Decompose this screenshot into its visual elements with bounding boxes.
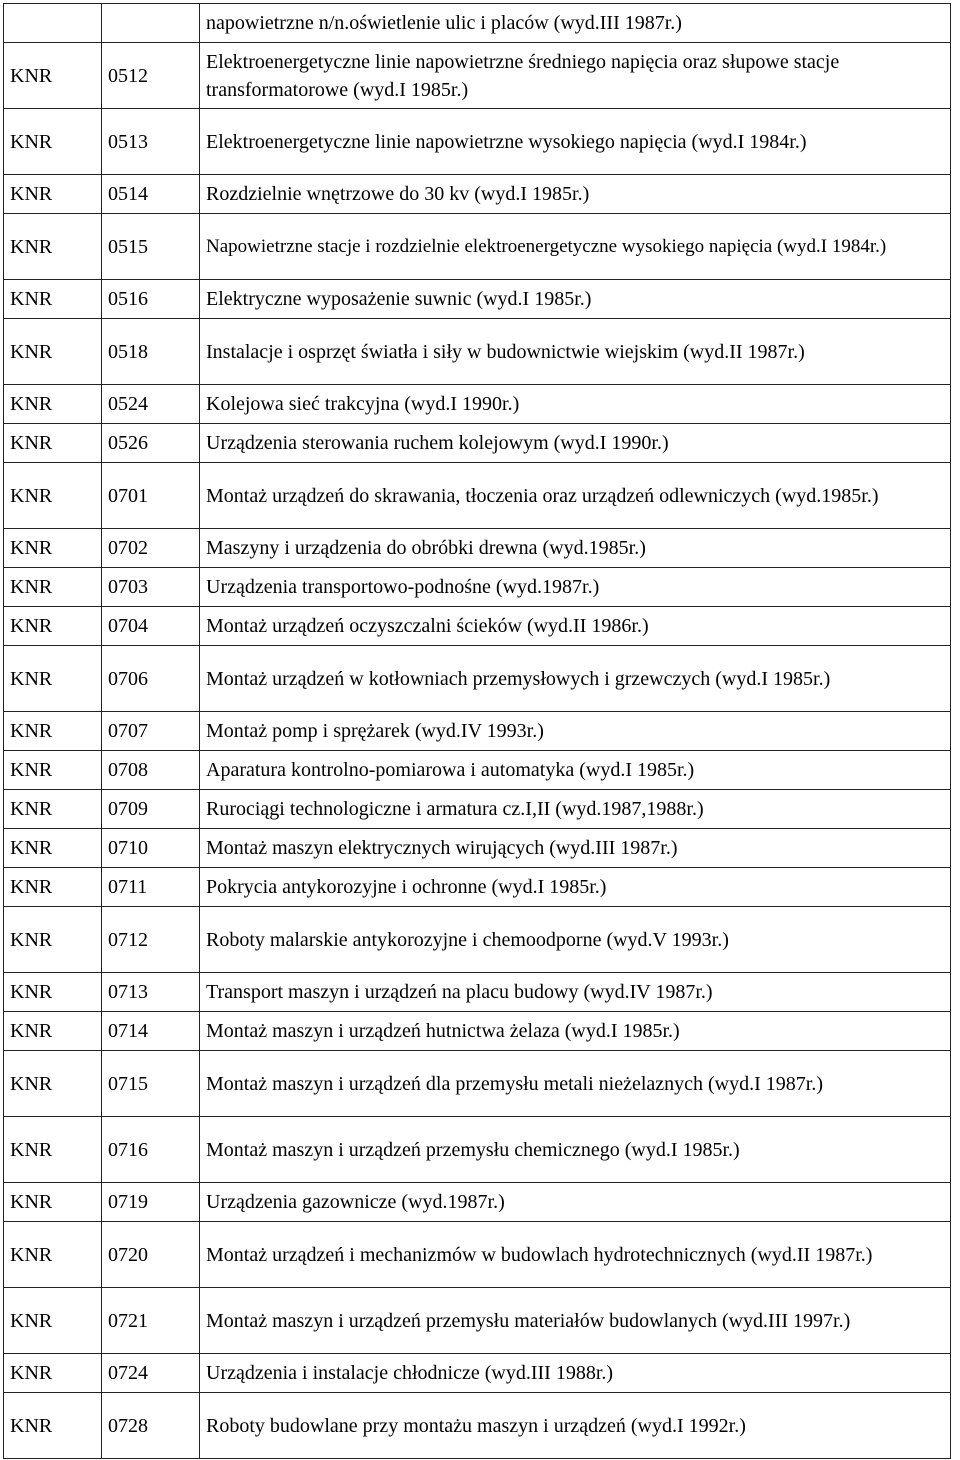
catalog-prefix-cell: KNR xyxy=(3,1182,101,1221)
catalog-prefix-cell: KNR xyxy=(3,972,101,1011)
catalog-prefix-cell: KNR xyxy=(3,1287,101,1353)
catalog-code-cell: 0712 xyxy=(101,906,199,972)
table-row xyxy=(3,384,951,423)
catalog-code-cell: 0515 xyxy=(101,213,199,279)
catalog-prefix-cell: KNR xyxy=(3,318,101,384)
knr-catalog-table xyxy=(3,3,951,1459)
catalog-title-cell: Montaż maszyn i urządzeń hutnictwa żelaza (wyd.I 1985r.) xyxy=(199,1011,951,1050)
catalog-title-cell: Montaż urządzeń do skrawania, tłoczenia oraz urządzeń odlewniczych (wyd.1985r.) xyxy=(199,462,951,528)
catalog-code-cell: 0706 xyxy=(101,645,199,711)
catalog-code-cell: 0711 xyxy=(101,867,199,906)
knr-catalog-sheet xyxy=(3,3,951,1459)
knr-table-body xyxy=(3,3,951,1459)
catalog-code-cell: 0516 xyxy=(101,279,199,318)
catalog-title-cell: Roboty budowlane przy montażu maszyn i urządzeń (wyd.I 1992r.) xyxy=(199,1392,951,1459)
table-row xyxy=(3,528,951,567)
table-row xyxy=(3,567,951,606)
table-row xyxy=(3,1221,951,1287)
table-row xyxy=(3,1116,951,1182)
catalog-code-cell: 0526 xyxy=(101,423,199,462)
catalog-code-cell: 0518 xyxy=(101,318,199,384)
catalog-code-cell: 0713 xyxy=(101,972,199,1011)
catalog-prefix-cell: KNR xyxy=(3,906,101,972)
table-row xyxy=(3,789,951,828)
catalog-title-cell: napowietrzne n/n.oświetlenie ulic i placów (wyd.III 1987r.) xyxy=(199,3,951,42)
catalog-prefix-cell: KNR xyxy=(3,867,101,906)
table-row xyxy=(3,213,951,279)
table-row xyxy=(3,42,951,108)
catalog-code-cell: 0512 xyxy=(101,42,199,108)
catalog-prefix-cell: KNR xyxy=(3,1221,101,1287)
catalog-code-cell: 0702 xyxy=(101,528,199,567)
catalog-prefix-cell: KNR xyxy=(3,567,101,606)
catalog-prefix-cell: KNR xyxy=(3,1392,101,1459)
catalog-prefix-cell: KNR xyxy=(3,750,101,789)
catalog-code-cell xyxy=(101,3,199,42)
catalog-title-cell: Montaż maszyn elektrycznych wirujących (wyd.III 1987r.) xyxy=(199,828,951,867)
catalog-title-cell: Maszyny i urządzenia do obróbki drewna (wyd.1985r.) xyxy=(199,528,951,567)
catalog-code-cell: 0703 xyxy=(101,567,199,606)
catalog-code-cell: 0724 xyxy=(101,1353,199,1392)
table-row xyxy=(3,1182,951,1221)
table-row xyxy=(3,1392,951,1459)
catalog-code-cell: 0721 xyxy=(101,1287,199,1353)
catalog-code-cell: 0719 xyxy=(101,1182,199,1221)
catalog-title-cell: Roboty malarskie antykorozyjne i chemoodporne (wyd.V 1993r.) xyxy=(199,906,951,972)
catalog-title-cell: Napowietrzne stacje i rozdzielnie elektroenergetyczne wysokiego napięcia (wyd.I 1984r.) xyxy=(199,213,951,279)
catalog-title-cell: Aparatura kontrolno-pomiarowa i automatyka (wyd.I 1985r.) xyxy=(199,750,951,789)
catalog-title-cell: Urządzenia i instalacje chłodnicze (wyd.III 1988r.) xyxy=(199,1353,951,1392)
catalog-prefix-cell: KNR xyxy=(3,213,101,279)
catalog-title-cell: Montaż urządzeń oczyszczalni ścieków (wyd.II 1986r.) xyxy=(199,606,951,645)
catalog-prefix-cell: KNR xyxy=(3,789,101,828)
catalog-code-cell: 0513 xyxy=(101,108,199,174)
catalog-code-cell: 0710 xyxy=(101,828,199,867)
catalog-title-cell: Urządzenia gazownicze (wyd.1987r.) xyxy=(199,1182,951,1221)
catalog-title-cell: Montaż maszyn i urządzeń przemysłu chemicznego (wyd.I 1985r.) xyxy=(199,1116,951,1182)
table-row xyxy=(3,174,951,213)
catalog-title-cell: Montaż maszyn i urządzeń dla przemysłu metali nieżelaznych (wyd.I 1987r.) xyxy=(199,1050,951,1116)
catalog-prefix-cell: KNR xyxy=(3,528,101,567)
table-row xyxy=(3,1050,951,1116)
table-row xyxy=(3,1353,951,1392)
table-row xyxy=(3,279,951,318)
catalog-code-cell: 0709 xyxy=(101,789,199,828)
catalog-title-cell: Montaż pomp i sprężarek (wyd.IV 1993r.) xyxy=(199,711,951,750)
table-row xyxy=(3,1287,951,1353)
catalog-prefix-cell: KNR xyxy=(3,1116,101,1182)
catalog-prefix-cell: KNR xyxy=(3,828,101,867)
catalog-prefix-cell: KNR xyxy=(3,1011,101,1050)
catalog-prefix-cell: KNR xyxy=(3,1050,101,1116)
catalog-code-cell: 0704 xyxy=(101,606,199,645)
catalog-prefix-cell: KNR xyxy=(3,711,101,750)
catalog-code-cell: 0716 xyxy=(101,1116,199,1182)
table-row xyxy=(3,972,951,1011)
catalog-prefix-cell: KNR xyxy=(3,462,101,528)
catalog-title-cell: Urządzenia sterowania ruchem kolejowym (wyd.I 1990r.) xyxy=(199,423,951,462)
table-row xyxy=(3,1011,951,1050)
catalog-code-cell: 0714 xyxy=(101,1011,199,1050)
catalog-prefix-cell: KNR xyxy=(3,174,101,213)
table-row xyxy=(3,750,951,789)
table-row xyxy=(3,606,951,645)
catalog-title-cell: Instalacje i osprzęt światła i siły w budownictwie wiejskim (wyd.II 1987r.) xyxy=(199,318,951,384)
table-row xyxy=(3,423,951,462)
table-row xyxy=(3,462,951,528)
table-row xyxy=(3,3,951,42)
catalog-prefix-cell: KNR xyxy=(3,1353,101,1392)
catalog-prefix-cell: KNR xyxy=(3,423,101,462)
catalog-title-cell: Urządzenia transportowo-podnośne (wyd.1987r.) xyxy=(199,567,951,606)
table-row xyxy=(3,645,951,711)
catalog-prefix-cell xyxy=(3,3,101,42)
catalog-title-cell: Elektroenergetyczne linie napowietrzne wysokiego napięcia (wyd.I 1984r.) xyxy=(199,108,951,174)
catalog-title-cell: Rozdzielnie wnętrzowe do 30 kv (wyd.I 1985r.) xyxy=(199,174,951,213)
catalog-prefix-cell: KNR xyxy=(3,384,101,423)
catalog-code-cell: 0715 xyxy=(101,1050,199,1116)
catalog-code-cell: 0701 xyxy=(101,462,199,528)
catalog-title-cell: Elektroenergetyczne linie napowietrzne średniego napięcia oraz słupowe stacje transformatorowe (wyd.I 1985r.) xyxy=(199,42,951,108)
table-row xyxy=(3,906,951,972)
catalog-title-cell: Kolejowa sieć trakcyjna (wyd.I 1990r.) xyxy=(199,384,951,423)
catalog-title-cell: Pokrycia antykorozyjne i ochronne (wyd.I 1985r.) xyxy=(199,867,951,906)
table-row xyxy=(3,867,951,906)
catalog-code-cell: 0707 xyxy=(101,711,199,750)
catalog-prefix-cell: KNR xyxy=(3,645,101,711)
catalog-prefix-cell: KNR xyxy=(3,279,101,318)
table-row xyxy=(3,711,951,750)
catalog-title-cell: Elektryczne wyposażenie suwnic (wyd.I 1985r.) xyxy=(199,279,951,318)
table-row xyxy=(3,318,951,384)
catalog-prefix-cell: KNR xyxy=(3,108,101,174)
catalog-title-cell: Transport maszyn i urządzeń na placu budowy (wyd.IV 1987r.) xyxy=(199,972,951,1011)
catalog-title-cell: Rurociągi technologiczne i armatura cz.I,II (wyd.1987,1988r.) xyxy=(199,789,951,828)
catalog-title-cell: Montaż urządzeń i mechanizmów w budowlach hydrotechnicznych (wyd.II 1987r.) xyxy=(199,1221,951,1287)
catalog-title-cell: Montaż maszyn i urządzeń przemysłu materiałów budowlanych (wyd.III 1997r.) xyxy=(199,1287,951,1353)
catalog-code-cell: 0720 xyxy=(101,1221,199,1287)
catalog-prefix-cell: KNR xyxy=(3,606,101,645)
catalog-code-cell: 0728 xyxy=(101,1392,199,1459)
catalog-code-cell: 0524 xyxy=(101,384,199,423)
catalog-code-cell: 0708 xyxy=(101,750,199,789)
catalog-code-cell: 0514 xyxy=(101,174,199,213)
table-row xyxy=(3,108,951,174)
catalog-title-cell: Montaż urządzeń w kotłowniach przemysłowych i grzewczych (wyd.I 1985r.) xyxy=(199,645,951,711)
catalog-prefix-cell: KNR xyxy=(3,42,101,108)
table-row xyxy=(3,828,951,867)
